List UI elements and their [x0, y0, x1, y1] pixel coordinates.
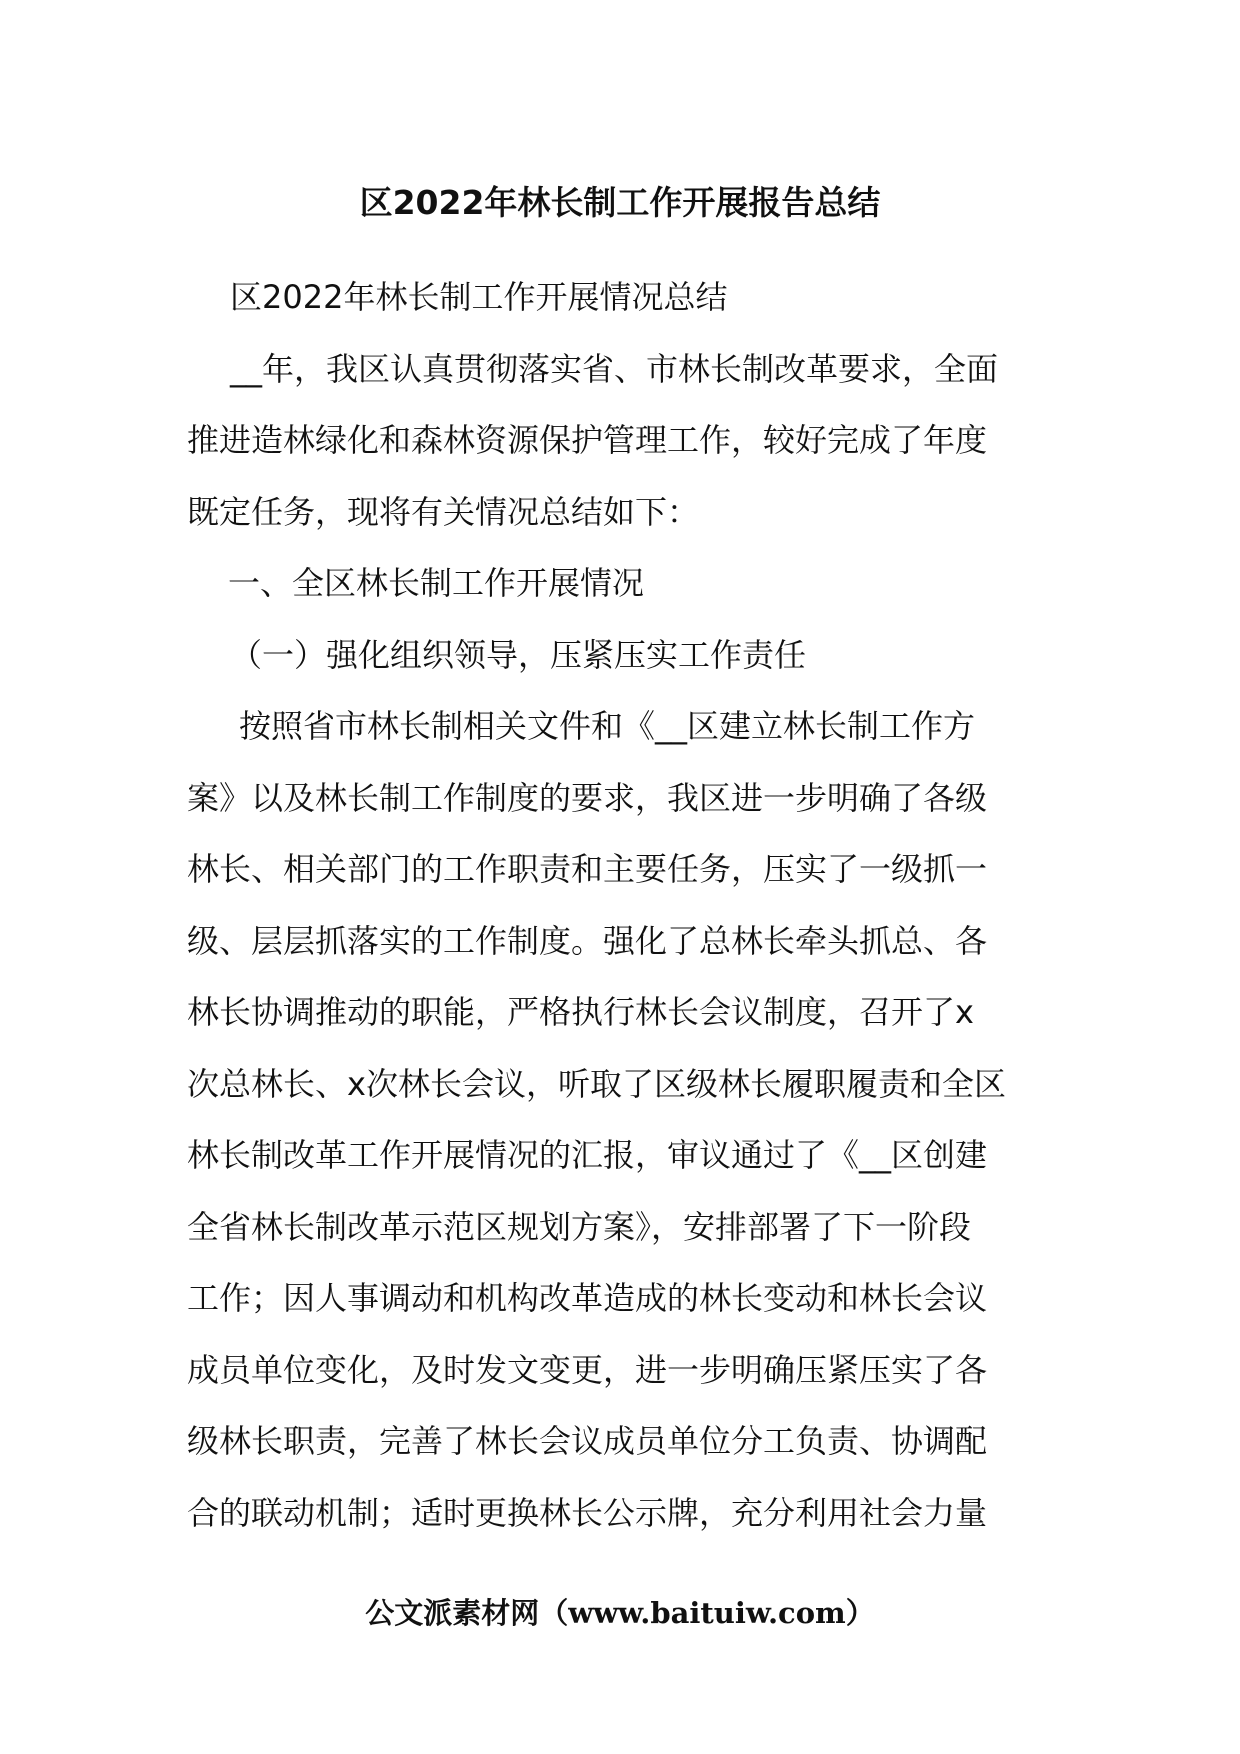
body-line: 全省林长制改革示范区规划方案》，安排部署了下一阶段 [187, 1207, 972, 1246]
intro-line: 推进造林绿化和森林资源保护管理工作，较好完成了年度 [187, 421, 988, 459]
body-line: 次总林长、x次林长会议，听取了区级林长履职履责和全区 [187, 1064, 1006, 1103]
intro-line: __年，我区认真贯彻落实省、市林长制改革要求，全面 [230, 349, 999, 388]
document-subtitle: 区2022年林长制工作开展情况总结 [230, 278, 728, 316]
document-body [187, 262, 1057, 1549]
section-heading: 一、全区林长制工作开展情况 [228, 564, 645, 602]
subsection-heading: （一）强化组织领导，压紧压实工作责任 [230, 635, 807, 674]
body-line: 工作；因人事调动和机构改革造成的林长变动和林长会议 [187, 1279, 988, 1317]
body-line: 林长、相关部门的工作职责和主要任务，压实了一级抓一 [187, 850, 988, 888]
body-line: 林长协调推动的职能，严格执行林长会议制度，召开了x [187, 993, 974, 1031]
body-line: 合的联动机制；适时更换林长公示牌，充分利用社会力量 [187, 1493, 988, 1532]
document-title: 区2022年林长制工作开展报告总结 [359, 183, 881, 222]
body-line: 成员单位变化，及时发文变更，进一步明确压紧压实了各 [187, 1350, 988, 1389]
body-line: 林长制改革工作开展情况的汇报，审议通过了《__区创建 [187, 1136, 988, 1174]
body-line: 级林长职责，完善了林长会议成员单位分工负责、协调配 [187, 1422, 988, 1460]
intro-line: 既定任务，现将有关情况总结如下： [187, 492, 700, 531]
footer-watermark: 公文派素材网（www.baituiw.com） [365, 1596, 875, 1630]
body-line: 按照省市林长制相关文件和《__区建立林长制工作方 [239, 707, 976, 745]
body-line: 级、层层抓落实的工作制度。强化了总林长牵头抓总、各 [187, 921, 988, 960]
body-line: 案》以及林长制工作制度的要求，我区进一步明确了各级 [187, 778, 988, 817]
